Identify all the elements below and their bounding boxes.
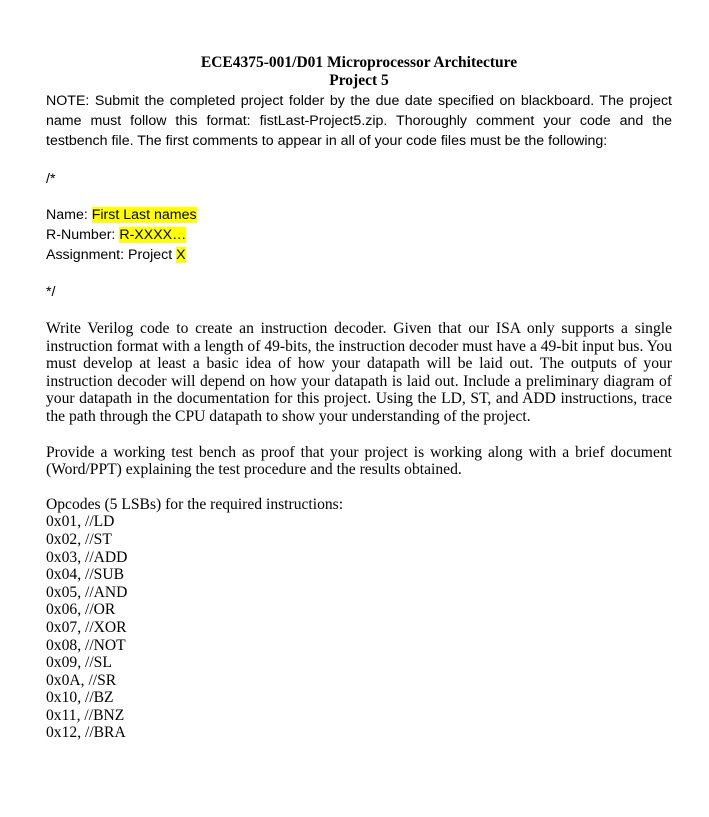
comment-header-block — [46, 205, 672, 265]
opcode-item: 0x0A, //SR — [46, 671, 117, 689]
comment-close-marker: */ — [46, 284, 56, 300]
rnumber-line — [46, 225, 672, 245]
testbench-paragraph: Provide a working test bench as proof that your project is working along with a brief document (Word/PPT) explaining the test procedure and the results obtained. — [46, 443, 672, 479]
assignment-line — [46, 245, 672, 265]
opcode-item: 0x02, //ST — [46, 530, 112, 548]
opcode-item: 0x06, //OR — [46, 601, 116, 619]
name-line — [46, 205, 672, 225]
document-page — [46, 54, 672, 742]
opcode-item: 0x10, //BZ — [46, 689, 114, 707]
name-value-highlight: First Last names — [91, 207, 197, 223]
opcode-item: 0x05, //AND — [46, 583, 128, 601]
document-title — [46, 54, 672, 90]
opcode-item: 0x07, //XOR — [46, 618, 127, 636]
opcode-item: 0x08, //NOT — [46, 636, 126, 654]
name-label: Name: — [46, 207, 92, 223]
opcode-item: 0x09, //SL — [46, 654, 112, 672]
rnumber-label: R-Number: — [46, 227, 120, 243]
assignment-label: Assignment: Project — [46, 247, 177, 263]
course-title: ECE4375-001/D01 Microprocessor Architecture — [200, 54, 518, 71]
opcode-item: 0x01, //LD — [46, 513, 115, 531]
opcode-item: 0x03, //ADD — [46, 548, 128, 566]
instructions-paragraph: Write Verilog code to create an instruction decoder. Given that our ISA only supports a single instruction format with a length of 49-bits, the instruction decoder must have a 49-bit input bus. You must develop at least a basic idea of how your datapath will be laid out. The outputs of your instruction decoder will depend on how your datapath is laid out. Include a preliminary diagram of your datapath in the documentation for this project. Using the LD, ST, and ADD instructions, trace the path through the CPU datapath to show your understanding of the project. — [46, 320, 672, 425]
rnumber-value-highlight: R-XXXX… — [119, 227, 187, 243]
opcode-item: 0x04, //SUB — [46, 566, 124, 584]
opcodes-heading: Opcodes (5 LSBs) for the required instructions: — [46, 495, 344, 513]
assignment-value-highlight: X — [176, 247, 186, 263]
opcode-item: 0x11, //BNZ — [46, 706, 125, 724]
opcode-list — [46, 513, 672, 742]
project-title: Project 5 — [329, 72, 389, 89]
comment-open-marker: /* — [46, 171, 56, 187]
submission-note: NOTE: Submit the completed project folder by the due date specified on blackboard. The project name must follow this format: fistLast-Project5.zip. Thoroughly comment your code and the testbench file. The first comments to appear in all of your code files must be the following: — [46, 93, 672, 149]
opcode-item: 0x12, //BRA — [46, 724, 126, 742]
